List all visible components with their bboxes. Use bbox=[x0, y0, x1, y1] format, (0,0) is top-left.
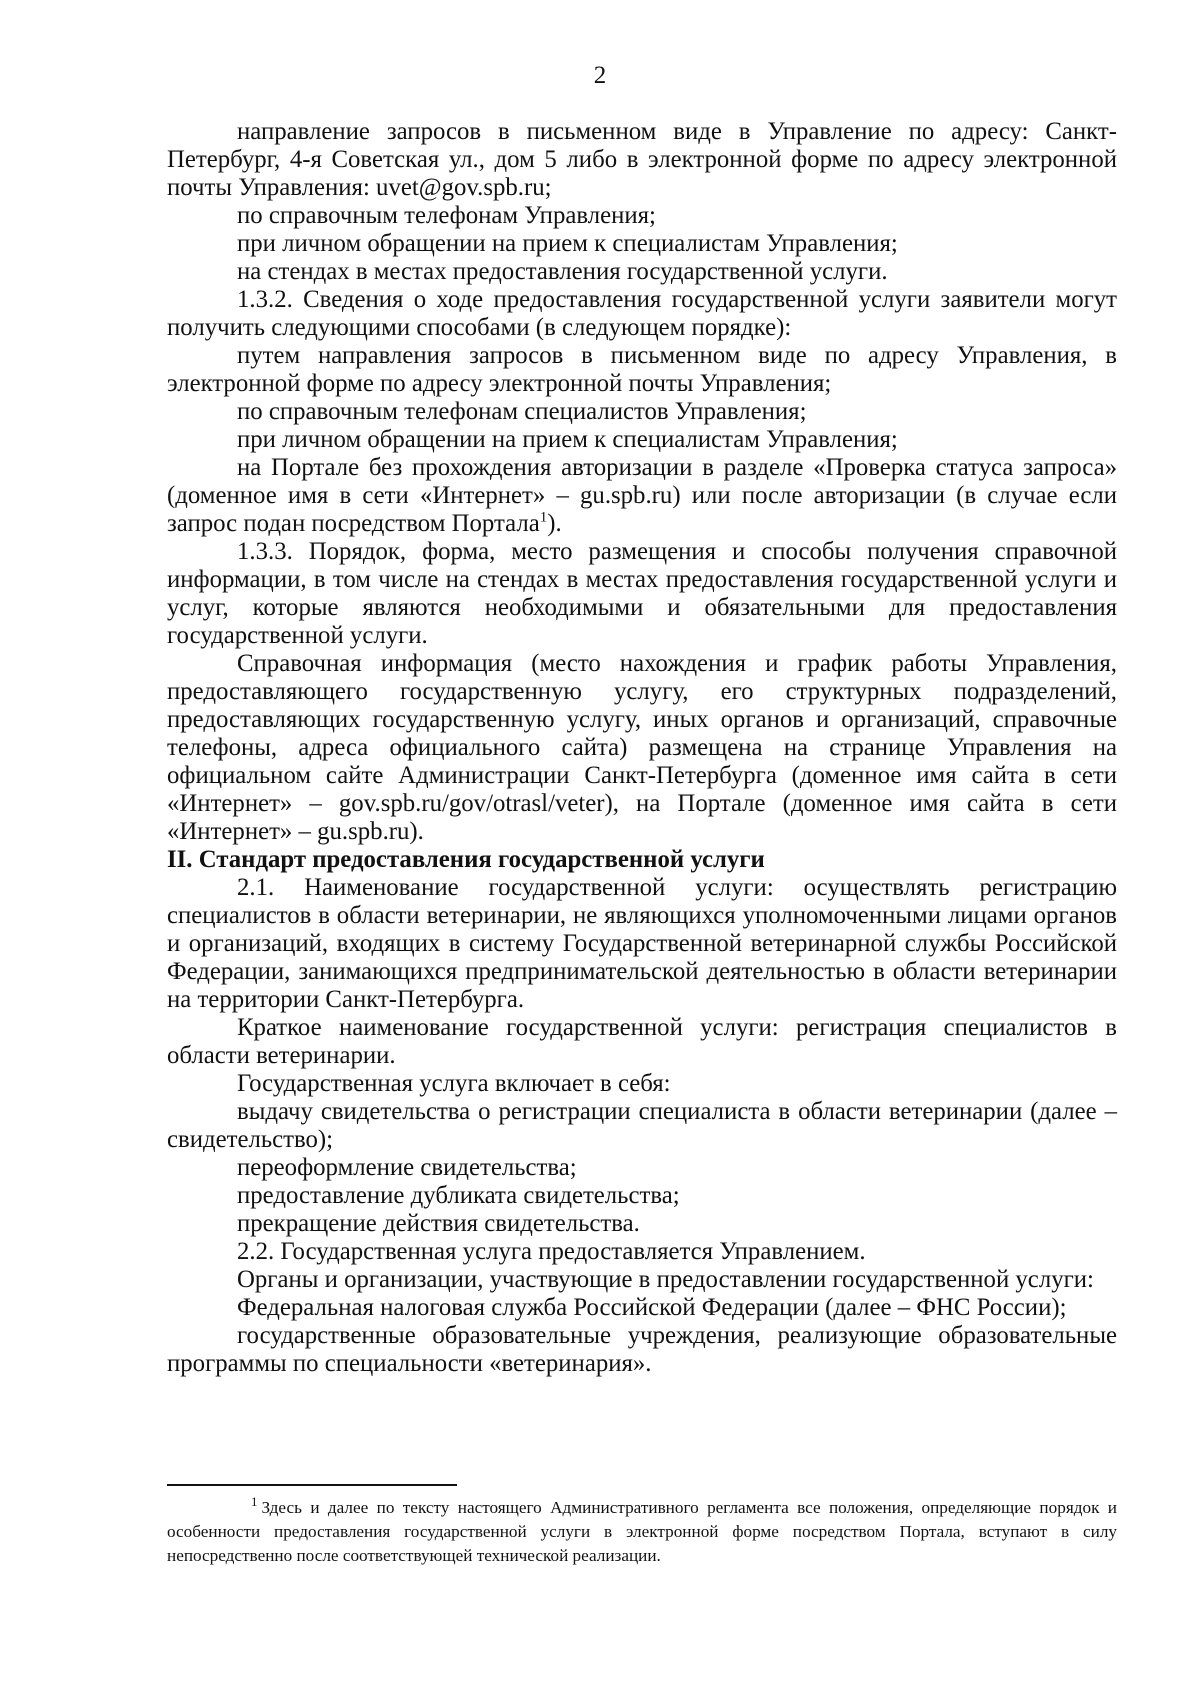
paragraph-written-requests: путем направления запросов в письменном виде по адресу Управления, в электронной форме по адресу электронной почты Управления; bbox=[167, 342, 1117, 397]
paragraph-2-2: 2.2. Государственная услуга предоставляется Управлением. bbox=[237, 1238, 866, 1265]
footnote bbox=[167, 1496, 1117, 1568]
paragraph-1-3-3: 1.3.3. Порядок, форма, место размещения и способы получения справочной информации, в том числе на стендах в местах предоставления государственной услуги и услуг, которые являются необходимыми и обязательными для предоставления государственной услуги. bbox=[167, 538, 1117, 649]
paragraph-personal-visit: при личном обращении на прием к специалистам Управления; bbox=[237, 230, 898, 257]
paragraph-duplicate: предоставление дубликата свидетельства; bbox=[237, 1182, 680, 1209]
paragraph-stands: на стендах в местах предоставления государственной услуги. bbox=[237, 258, 888, 285]
paragraph-personal-visit-2: при личном обращении на прием к специалистам Управления; bbox=[237, 426, 898, 453]
paragraph-portal bbox=[167, 454, 1117, 538]
paragraph-fns: Федеральная налоговая служба Российской Федерации (далее – ФНС России); bbox=[237, 1294, 1067, 1321]
page-number: 2 bbox=[593, 62, 607, 89]
paragraph-request-methods: направление запросов в письменном виде в Управление по адресу: Санкт-Петербург, 4-я Советская ул., дом 5 либо в электронной форме по адресу электронной почты Управления: uvet@gov.spb.ru; bbox=[167, 118, 1117, 201]
document-body bbox=[167, 118, 1117, 1378]
paragraph-termination: прекращение действия свидетельства. bbox=[237, 1210, 640, 1237]
paragraph-service-includes: Государственная услуга включает в себя: bbox=[237, 1070, 671, 1097]
paragraph-portal-suffix: ). bbox=[547, 510, 562, 537]
paragraph-issuance: выдачу свидетельства о регистрации специалиста в области ветеринарии (далее – свидетельство); bbox=[167, 1098, 1117, 1153]
paragraph-2-1: 2.1. Наименование государственной услуги: осуществлять регистрацию специалистов в области ветеринарии, не являющихся уполномоченными лицами органов и организаций, входящих в систему Государственной ветеринарной службы Российской Федерации, занимающихся предпринимательской деятельностью в области ветеринарии на территории Санкт-Петербурга. bbox=[167, 874, 1117, 1013]
footnote-reference[interactable]: 1 bbox=[539, 509, 548, 526]
paragraph-reference-info: Справочная информация (место нахождения и график работы Управления, предоставляющего государственную услугу, его структурных подразделений, предоставляющих государственную услугу, иных органов и организаций, справочные телефоны, адреса официального сайта) размещена на странице Управления на официальном сайте Администрации Санкт-Петербурга (доменное имя сайта в сети «Интернет» – gov.spb.ru/gov/otrasl/veter), на Портале (доменное имя сайта в сети «Интернет» – gu.spb.ru). bbox=[167, 650, 1117, 845]
footnote-mark: 1 bbox=[251, 1494, 258, 1510]
section-heading: II. Стандарт предоставления государственной услуги bbox=[167, 846, 765, 873]
paragraph-phones: по справочным телефонам Управления; bbox=[237, 202, 656, 229]
paragraph-reissue: переоформление свидетельства; bbox=[237, 1154, 577, 1181]
paragraph-portal-text: на Портале без прохождения авторизации в разделе «Проверка статуса запроса» (доменное имя в сети «Интернет» – gu.spb.ru) или после авторизации (в случае если запрос подан посредством Портала bbox=[167, 454, 1117, 537]
footnote-separator bbox=[167, 1484, 457, 1486]
paragraph-short-name: Краткое наименование государственной услуги: регистрация специалистов в области ветеринарии. bbox=[167, 1014, 1117, 1069]
paragraph-1-3-2: 1.3.2. Сведения о ходе предоставления государственной услуги заявители могут получить следующими способами (в следующем порядке): bbox=[167, 286, 1117, 341]
paragraph-educational: государственные образовательные учреждения, реализующие образовательные программы по специальности «ветеринария». bbox=[167, 1322, 1117, 1377]
paragraph-participants: Органы и организации, участвующие в предоставлении государственной услуги: bbox=[237, 1266, 1094, 1293]
footnote-text: Здесь и далее по тексту настоящего Административного регламента все положения, определяющие порядок и особенности предоставления государственной услуги в электронной форме посредством Портала, вступают в силу непосредственно после соответствующей технической реализации. bbox=[167, 1498, 1117, 1565]
paragraph-specialist-phones: по справочным телефонам специалистов Управления; bbox=[237, 398, 807, 425]
